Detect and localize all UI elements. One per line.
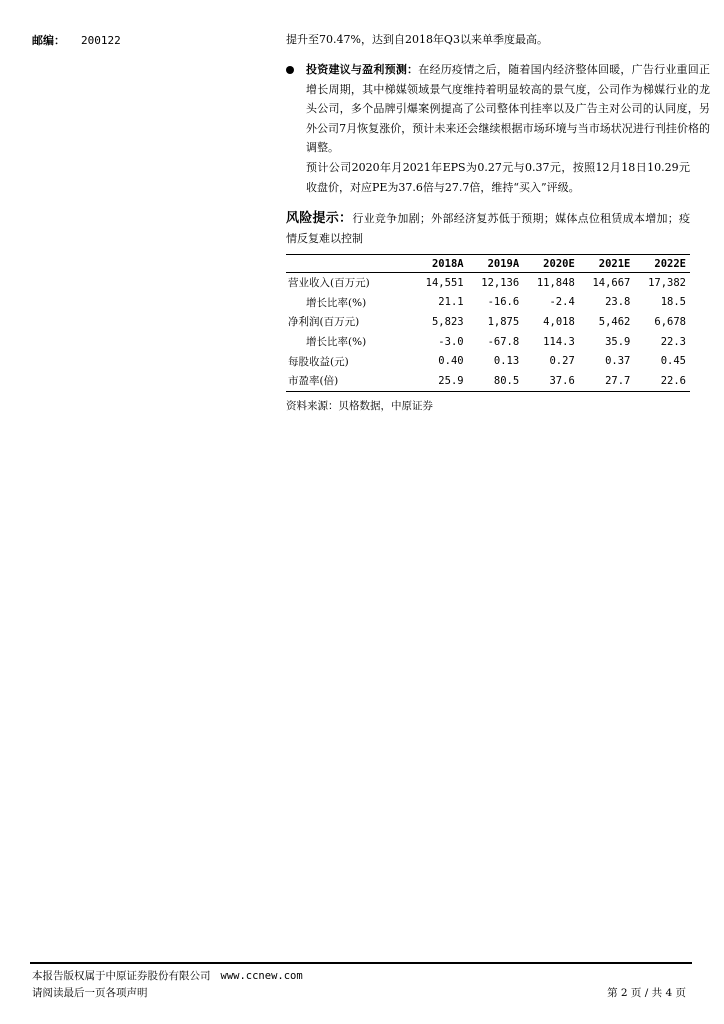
cell: 0.45: [660, 355, 686, 368]
table-row: [286, 351, 690, 371]
cell: 5,823: [431, 315, 464, 328]
page-number: 第 2 页 / 共 4 页: [607, 987, 686, 999]
col-header: 2019A: [468, 255, 524, 273]
row-label: 每股收益(元): [288, 355, 349, 368]
cell: 0.27: [549, 355, 575, 368]
table-row: [286, 312, 690, 332]
col-header: 2021E: [579, 255, 635, 273]
cell: 22.3: [660, 335, 686, 348]
cell: 17,382: [648, 276, 686, 289]
col-header: 2022E: [634, 255, 690, 273]
financial-table: [286, 254, 690, 392]
cell: 18.5: [660, 296, 686, 309]
cell: 4,018: [543, 315, 575, 328]
risk-paragraph: [286, 209, 690, 248]
footer-disclaimer: 请阅读最后一页各项声明: [32, 987, 148, 999]
table-source: 资料来源：贝格数据，中原证券: [286, 400, 433, 412]
bullet-icon: [286, 66, 294, 74]
cell: 0.40: [438, 355, 464, 368]
cell: -3.0: [438, 335, 464, 348]
cell: 23.8: [605, 296, 631, 309]
cell: -2.4: [549, 296, 575, 309]
table-row: [286, 371, 690, 391]
forecast-paragraph: 预计公司2020年月2021年EPS为0.27元与0.37元，按照12月18日10.29元收盘价，对应PE为37.6倍与27.7倍，维持“买入”评级。: [306, 161, 690, 194]
investment-paragraph: [286, 60, 710, 158]
cell: 22.6: [634, 371, 690, 391]
row-label: 增长比率(%): [306, 336, 367, 349]
cell: 1,875: [487, 315, 520, 328]
footer-url-link[interactable]: www.ccnew.com: [220, 970, 303, 982]
cell: 14,667: [592, 276, 631, 289]
risk-heading: 风险提示：: [286, 211, 353, 226]
row-label: 净利润(百万元): [288, 316, 360, 329]
postcode: [32, 32, 121, 48]
cell: -67.8: [487, 335, 520, 348]
postcode-value: 200122: [81, 34, 121, 47]
cell: 21.1: [438, 296, 464, 309]
cell: 0.37: [605, 355, 631, 368]
continuation-paragraph: 提升至70.47%，达到自2018年Q3以来单季度最高。: [286, 33, 548, 46]
col-header: 2020E: [523, 255, 579, 273]
cell: 14,551: [425, 276, 464, 289]
cell: 80.5: [468, 371, 524, 391]
investment-heading: 投资建议与盈利预测：: [306, 63, 419, 76]
cell: 5,462: [598, 315, 631, 328]
cell: 12,136: [481, 276, 520, 289]
cell: 35.9: [605, 335, 631, 348]
cell: 11,848: [536, 276, 575, 289]
cell: 25.9: [412, 371, 468, 391]
footer-divider: [30, 962, 692, 964]
cell: 37.6: [523, 371, 579, 391]
cell: 114.3: [543, 335, 575, 348]
row-label: 市盈率(倍): [286, 371, 412, 391]
table-row: [286, 273, 690, 293]
table-header-row: [286, 255, 690, 273]
cell: -16.6: [487, 296, 520, 309]
row-label: 增长比率(%): [306, 296, 367, 309]
col-header: [286, 255, 412, 273]
cell: 27.7: [579, 371, 635, 391]
table-row: [286, 293, 690, 313]
cell: 0.13: [493, 355, 520, 368]
cell: 6,678: [654, 315, 686, 328]
risk-text: 行业竞争加剧；外部经济复苏低于预期；媒体点位租赁成本增加；疫情反复难以控制: [286, 212, 690, 245]
postcode-label: 邮编：: [32, 34, 65, 47]
investment-text: 在经历疫情之后，随着国内经济整体回暖，广告行业重回正增长周期，其中梯媒领域景气度维持着明显较高的景气度，公司作为梯媒行业的龙头公司，多个品牌引爆案例提高了公司整体刊挂率以及广告主对公司的认同度，另外公司7月恢复涨价，预计未来还会继续根据市场环境与当市场状况进行刊挂价格的调整。: [306, 63, 711, 154]
row-label: 营业收入(百万元): [288, 277, 370, 290]
table-row: [286, 332, 690, 352]
footer-copyright-line: [32, 968, 303, 983]
footer-copyright: 本报告版权属于中原证券股份有限公司: [32, 970, 211, 982]
col-header: 2018A: [412, 255, 468, 273]
